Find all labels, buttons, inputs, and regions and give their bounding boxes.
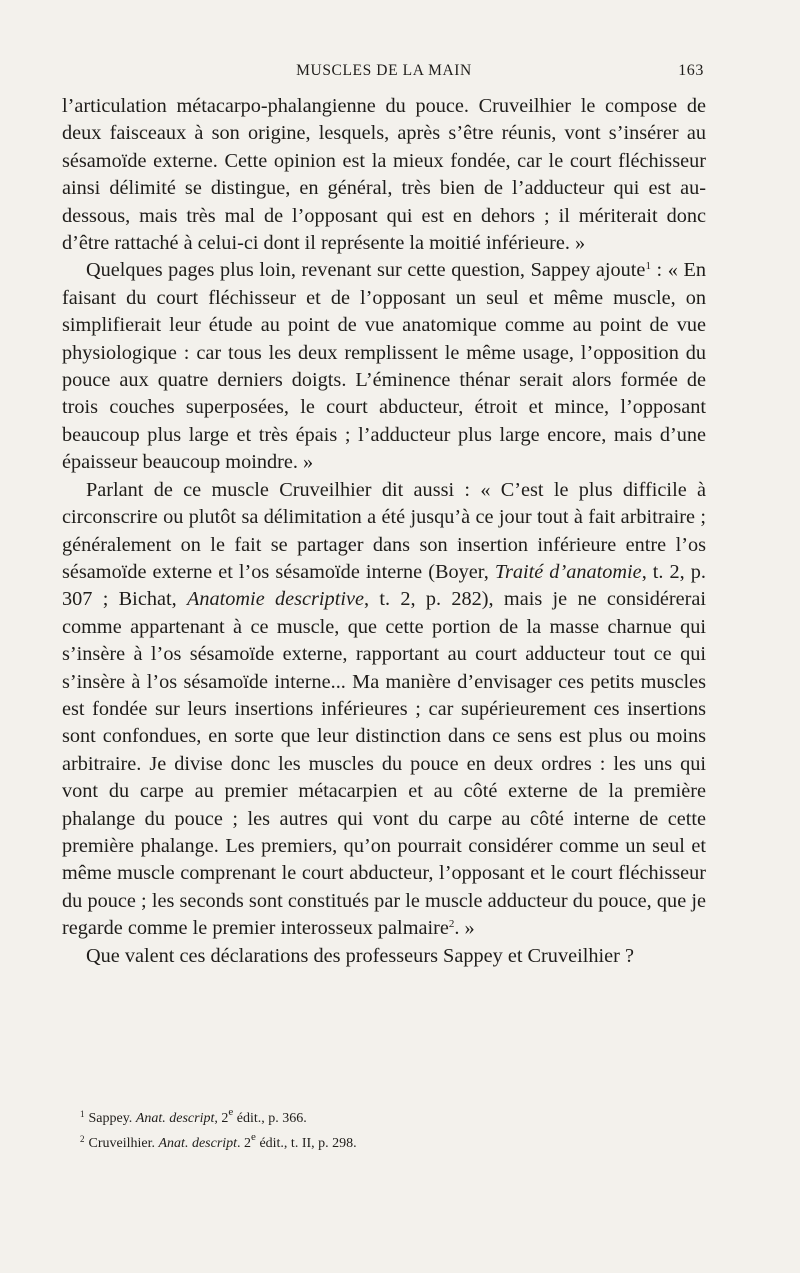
body-text xyxy=(62,93,706,970)
paragraph-3-text-b: , t. 2, p. 307 ; Bichat, xyxy=(62,560,706,611)
footnotes xyxy=(80,1104,680,1154)
footnote-2-edition-sup: e xyxy=(251,1131,256,1143)
paragraph-3 xyxy=(62,477,706,943)
footnote-2-mark: 2 xyxy=(80,1134,85,1144)
paragraph-2 xyxy=(62,257,706,476)
footnote-1-title: Anat. descript xyxy=(135,1111,215,1126)
footnote-2 xyxy=(80,1129,680,1154)
footnote-1-mark: 1 xyxy=(80,1109,85,1119)
citation-title-bichat: Anatomie descriptive xyxy=(186,588,364,611)
footnote-ref-2: 2 xyxy=(448,918,455,931)
footnote-2-title: Anat. descript xyxy=(158,1136,238,1151)
running-title: MUSCLES DE LA MAIN xyxy=(296,62,472,79)
paragraph-1: l’articulation métacarpo-phalangienne du pouce. Cruveilhier le compose de deux faisceaux à son origine, lesquels, après s’être réunis, vont s’insérer au sésamoïde externe. Cette opinion est la mieux fondée, car le court fléchisseur ainsi délimité se distingue, en général, très bien de l’adducteur qui est au-dessous, mais très mal de l’opposant qui est en dehors ; il mériterait donc d’être rattaché à celui-ci dont il représente la moitié inférieure. » xyxy=(62,95,706,255)
footnote-1-tail: édit., p. 366. xyxy=(233,1111,307,1126)
footnote-1-details: , 2 xyxy=(214,1111,229,1126)
paragraph-4: Que valent ces déclarations des professeurs Sappey et Cruveilhier ? xyxy=(86,944,634,967)
footnote-2-author: Cruveilhier. xyxy=(88,1136,159,1151)
footnote-1-edition-sup: e xyxy=(228,1106,234,1118)
footnote-2-details: . 2 xyxy=(237,1136,252,1151)
citation-title-boyer: Traité d’anatomie xyxy=(494,560,642,583)
footnote-ref-1: 1 xyxy=(645,260,651,273)
paragraph-2-text: Quelques pages plus loin, revenant sur cette question, Sappey ajoute xyxy=(86,259,646,282)
page-number: 163 xyxy=(678,62,704,79)
paragraph-2-quote: : « En faisant du court fléchisseur et de l’opposant un seul et même muscle, on simplifierait leur étude au point de vue anatomique comme au point de vue physiologique : car tous les deux remplissent le même usage, l’opposition du pouce aux quatre derniers doigts. L’éminence thénar serait alors formée de trois couches superposées, le court abducteur, étroit et mince, l’opposant beaucoup plus large et très épais ; l’adducteur plus large encore, mais d’une épaisseur beaucoup moindre. » xyxy=(62,259,707,474)
paragraph-3-text-a: Parlant de ce muscle Cruveilhier dit aussi : « C’est le plus difficile à circonscrire ou plutôt sa délimitation a été jusqu’à ce jour tout à fait arbitraire ; généralement on le fait se partager dans son insertion inférieure entre l’os sésamoïde externe et l’os sésamoïde interne (Boyer, xyxy=(62,478,706,583)
footnote-1 xyxy=(80,1104,680,1129)
running-head xyxy=(62,62,706,86)
paragraph-3-text-c: , t. 2, p. 282), mais je ne considérerai comme appartenant à ce muscle, que cette portion de la masse charnue qui s’insère à l’os sésamoïde externe, rapportant au court adducteur tout ce qui s’insère à l’os sésamoïde interne... Ma manière d’envisager ces petits muscles est fondée sur leurs insertions inférieures ; car supérieurement ces insertions sont confondues, en sorte que leur distinction dans ce sens est plus ou moins arbitraire. Je divise donc les muscles du pouce en deux ordres : les uns qui vont du carpe au premier métacarpien et au côté externe de la première phalange du pouce ; les autres qui vont du carpe au côté interne de cette première phalange. Les premiers, qu’on pourrait considérer comme un seul et même muscle comprenant le court abducteur, l’opposant et le court fléchisseur du pouce ; les seconds sont constitués par le muscle adducteur du pouce, que je regarde comme le premier interosseux palmaire xyxy=(62,588,706,940)
footnote-2-tail: édit., t. II, p. 298. xyxy=(255,1136,357,1151)
footnote-1-author: Sappey. xyxy=(88,1111,136,1126)
paragraph-3-text-d: . » xyxy=(454,917,475,940)
